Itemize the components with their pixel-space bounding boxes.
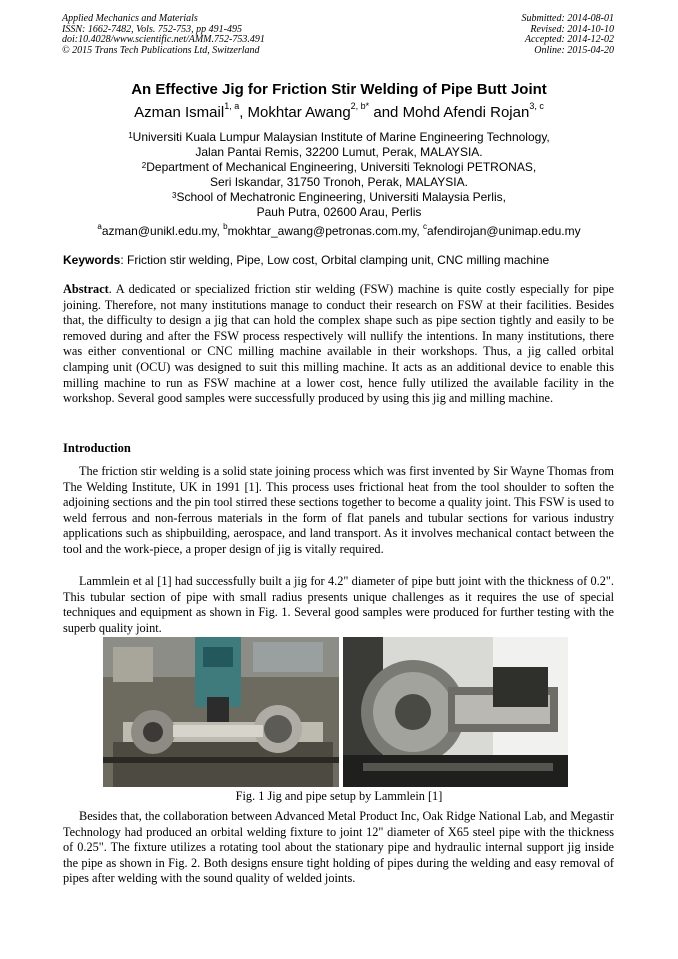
email-link[interactable]: mokhtar_awang@petronas.com.my,: [227, 224, 423, 238]
abstract-label: Abstract: [63, 282, 109, 296]
author-affil-marker: 3, c: [529, 101, 544, 111]
journal-doi[interactable]: doi:10.4028/www.scientific.net/AMM.752-753.491: [62, 34, 265, 45]
keywords: [63, 253, 623, 267]
date-online: Online: 2015-04-20: [534, 44, 614, 56]
affiliation-3: $^3$School of Mechatronic Engineering, Universiti Malaysia Perlis, Pauh Putra, 02600 Arau, Perlis: [172, 190, 506, 219]
intro-paragraph-2: Lammlein et al [1] had successfully built a jig for 4.2" diameter of pipe butt joint with the thickness of 0.2". This tubular section of pipe with small radius presents unique challenges as it requires the use of special techniques and equipment as shown in Fig. 1. Several good samples were produced for further testing with the superb quality joint.: [63, 574, 614, 635]
author-list: Azman Ismail$^{1, a}$, Mokhtar Awang$^{2, b*}$ and Mohd Afendi Rojan$^{3, c}$: [134, 101, 544, 121]
affiliation-1: $^1$Universiti Kuala Lumpur Malaysian Institute of Marine Engineering Technology, Jalan Pantai Remis, 32200 Lumut, Perak, MALAYSIA.: [128, 130, 550, 159]
author-affil-marker: 1, a: [224, 101, 240, 111]
dates-header: [522, 14, 615, 56]
date-submitted: Submitted: 2014-08-01: [521, 13, 614, 24]
intro-paragraph-1: The friction stir welding is a solid state joining process which was first invented by Sir Wayne Thomas from The Welding Institute, UK in 1991 [1]. This process uses frictional heat from the tool shoulder to soften the adjoining sections and the pin tool stirred these sections together to become a quality joint. This FSW is used to weld ferrous and non-ferrous materials in the form of flat panels and tubular sections for various industry applications such as shipbuilding, aerospace, and land transport. As it involves mechanical contact between the tool and the work-piece, a proper design of jig is vitally required.: [63, 464, 614, 556]
email-link[interactable]: afendirojan@unimap.edu.my: [427, 224, 581, 238]
paper-title: An Effective Jig for Friction Stir Welding of Pipe Butt Joint: [131, 81, 547, 98]
date-revised: Revised: 2014-10-10: [530, 23, 614, 35]
journal-issn: ISSN: 1662-7482, Vols. 752-753, pp 491-495: [62, 23, 242, 35]
author-affil-marker: 2, b*: [350, 101, 370, 111]
date-accepted: Accepted: 2014-12-02: [524, 34, 614, 45]
abstract-text: . A dedicated or specialized friction stir welding (FSW) machine is quite costly especially for pipe joining. Therefore, not many institutions manage to conduct their research on FSW at their facilities. Besides that, the difficulty to design a jig that can hold the complex shape such as pipe section tightly and easily to be removed during and after the FSW process respectively will nullify the intentions. In many institutions, there was either conventional or CNC milling machine available in their workshops. Thus, a jig called orbital clamping unit (OCU) was designed to suit this milling machine. It acts as an additional device to enable this milling machine to run as FSW machine at a lower cost, hence fully utilized the available facility in the workshop. Several good samples were successfully produced by using this jig and milling machine.: [63, 282, 614, 406]
figure-1-photo-jig-setup: [103, 637, 339, 787]
figure-1-caption: Fig. 1 Jig and pipe setup by Lammlein [1]: [235, 789, 443, 803]
journal-copyright: © 2015 Trans Tech Publications Ltd, Switzerland: [62, 44, 260, 56]
keywords-text: : Friction stir welding, Pipe, Low cost, Orbital clamping unit, CNC milling machine: [120, 253, 550, 267]
section-heading-introduction: Introduction: [63, 441, 131, 455]
author-name: Mohd Afendi Rojan: [402, 104, 530, 121]
author-name: Mokhtar Awang: [247, 104, 351, 121]
figure-1-photo-pipe-clamp: [343, 637, 568, 787]
author-name: Azman Ismail: [134, 104, 225, 121]
journal-header: [62, 14, 265, 56]
keywords-label: Keywords: [63, 253, 121, 267]
intro-paragraph-3: Besides that, the collaboration between Advanced Metal Product Inc, Oak Ridge National Lab, and Megastir Technology had produced an orbital welding fixture to joint 12" diameter of X65 steel pipe with the thickness of 0.25". The fixture utilizes a rotating tool about the stationary pipe and hydraulic internal support jig inside the pipe as shown in Fig. 2. Both designs ensure tight holding of pipes during the welding and easy removal of pipes after welding with the sound quality of welded joints.: [63, 809, 614, 886]
affiliation-2: $^2$Department of Mechanical Engineering, Universiti Teknologi PETRONAS, Seri Iskandar, 31750 Tronoh, Perak, MALAYSIA.: [141, 160, 537, 189]
figure-1: [103, 637, 568, 787]
abstract: [63, 282, 614, 407]
email-link[interactable]: azman@unikl.edu.my,: [101, 224, 224, 238]
journal-name: Applied Mechanics and Materials: [62, 13, 198, 24]
author-emails: $^a$azman@unikl.edu.my, $^b$mokhtar_awang@petronas.com.my, $^c$afendirojan@unimap.edu.my: [97, 222, 581, 238]
